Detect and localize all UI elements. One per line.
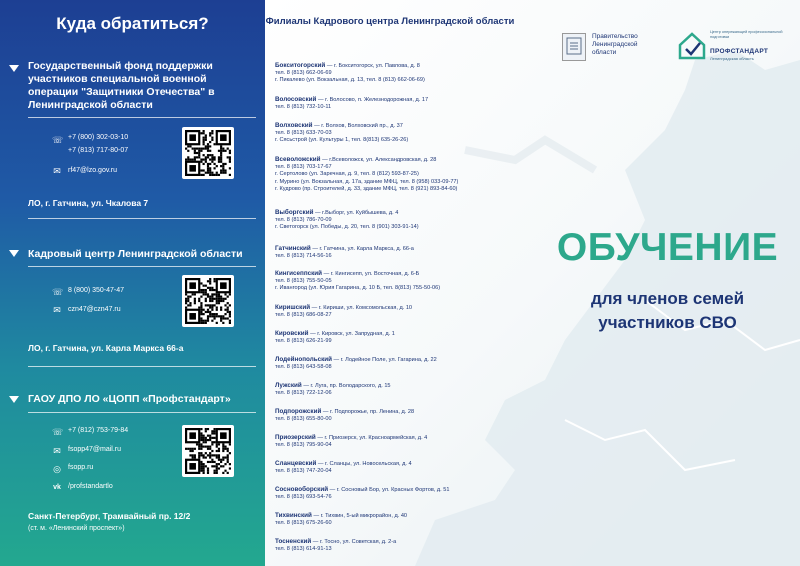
branch-line: тел. 8 (813) 693-54-76 xyxy=(275,494,332,501)
branch-first-line xyxy=(275,270,515,278)
profstandart-logo-icon xyxy=(677,31,707,61)
mail-icon: ✉ xyxy=(53,446,61,456)
branch-first-line xyxy=(275,122,515,130)
branch-address: — г. Тихвин, 5-ый микрорайон, д. 40 xyxy=(313,513,408,519)
branch-name: Кировский xyxy=(275,330,309,337)
subheadline: для членов семей участников СВО xyxy=(590,289,745,332)
branch-address: — г. Волхов, Волховский пр., д. 37 xyxy=(314,123,403,129)
branch-name: Тосненский xyxy=(275,538,312,545)
branch-line: г. Кудрово (пр. Строителей, д. 33, здание МФЦ, тел. 8 (921) 893-84-60) xyxy=(275,185,458,192)
mail-icon: ✉ xyxy=(53,166,61,176)
kadr-phone[interactable]: 8 (800) 350-47-47 xyxy=(68,287,125,294)
branch-name: Подпорожский xyxy=(275,408,322,415)
branch-name: Волховский xyxy=(275,122,313,129)
divider xyxy=(28,366,256,367)
branch-name: Кингисеппский xyxy=(275,270,323,277)
branch-address: — г. Кириши, ул. Комсомольская, д. 10 xyxy=(311,305,413,311)
section-title-fund: Государственный фонд поддержки участников специальной военной операции "Защитники Отечества" в Ленинградской области xyxy=(28,60,215,111)
branch-item xyxy=(275,156,515,193)
phone-icon: ☏ xyxy=(52,135,64,145)
branch-first-line xyxy=(275,356,515,364)
phone-icon: ☏ xyxy=(52,427,64,437)
mail-icon: ✉ xyxy=(53,305,61,315)
branch-name: Киришский xyxy=(275,304,311,311)
branch-name: Тихвинский xyxy=(275,512,312,519)
branch-item xyxy=(275,62,515,85)
triangle-bullet-icon xyxy=(9,65,19,72)
branch-name: Гатчинский xyxy=(275,245,311,252)
ps-logo-caption: Центр опережающей профессиональной подготовки xyxy=(710,30,783,39)
branch-item xyxy=(275,209,515,232)
left-title: Куда обратиться? xyxy=(56,14,209,33)
branch-address: — г. Луга, пр. Володарского, д. 15 xyxy=(303,383,391,389)
branch-name: Лодейнопольский xyxy=(275,356,332,363)
branch-name: Приозерский xyxy=(275,434,316,441)
branch-line: тел. 8 (813) 732-10-11 xyxy=(275,104,332,111)
branch-line: г. Сертолово (ул. Заречная, д. 9, тел. 8 (812) 593-87-25) xyxy=(275,171,419,178)
branch-address: — г. Сланцы, ул. Новосельская, д. 4 xyxy=(317,461,412,467)
triangle-bullet-icon xyxy=(9,396,19,403)
branch-item xyxy=(275,304,515,319)
branches-title: Филиалы Кадрового центра Ленинградской области xyxy=(265,16,515,27)
branch-address: — г. Волосово, п. Железнодорожная, д. 17 xyxy=(317,97,429,103)
qr-code[interactable] xyxy=(182,425,234,477)
fund-address: ЛО, г. Гатчина, ул. Чкалова 7 xyxy=(28,198,149,208)
kadr-address: ЛО, г. Гатчина, ул. Карла Маркса 66-а xyxy=(28,343,184,353)
branch-address: — г. Лодейное Поле, ул. Гагарина, д. 22 xyxy=(333,357,437,363)
branch-first-line xyxy=(275,408,515,416)
divider xyxy=(28,218,256,219)
branch-name: Бокситогорский xyxy=(275,62,326,69)
branch-first-line xyxy=(275,209,515,217)
branch-line: тел. 8 (813) 614-91-13 xyxy=(275,546,332,553)
branch-name: Всеволожский xyxy=(275,156,321,163)
branch-name: Волосовский xyxy=(275,96,317,103)
fund-email[interactable]: rf47@lzo.gov.ru xyxy=(68,167,117,174)
qr-code[interactable] xyxy=(182,275,234,327)
section-title-kadr: Кадровый центр Ленинградской области xyxy=(28,248,243,260)
branch-line: тел. 8 (813) 747-20-04 xyxy=(275,468,332,475)
branch-first-line xyxy=(275,382,515,390)
branch-first-line xyxy=(275,538,515,546)
branch-first-line xyxy=(275,330,515,338)
fund-phone-2[interactable]: +7 (813) 717-80-07 xyxy=(68,147,129,154)
ps-vk[interactable]: /profstandartlo xyxy=(68,483,113,490)
branch-name: Лужский xyxy=(275,382,302,389)
branch-first-line xyxy=(275,156,515,164)
ps-logo-name: ПРОФСТАНДАРТ xyxy=(710,48,769,55)
qr-code[interactable] xyxy=(182,127,234,179)
globe-icon: ◎ xyxy=(53,464,61,474)
branch-item xyxy=(275,270,515,293)
branch-item xyxy=(275,356,515,371)
branch-line: г. Сясьстрой (ул. Культуры 1, тел. 8(813) 635-26-26) xyxy=(275,137,409,144)
branch-address: — г. Сосновый Бор, ул. Красных Фортов, д. 51 xyxy=(329,487,450,493)
gov-logo-text: Правительство Ленинградской области xyxy=(592,33,638,56)
triangle-bullet-icon xyxy=(9,250,19,257)
branch-name: Выборгский xyxy=(275,209,314,216)
branch-item xyxy=(275,330,515,345)
branch-address: — г. Приозерск, ул. Красноармейская, д. 4 xyxy=(317,435,428,441)
branch-line: г. Мурино (ул. Вокзальная, д. 17а, здание МФЦ, тел. 8 (958) 033-09-77) xyxy=(275,178,459,185)
branch-line: тел. 8 (813) 675-26-60 xyxy=(275,520,332,527)
branch-address: — г. Кингисепп, ул. Восточная, д. 6-Б xyxy=(323,271,420,277)
branch-item xyxy=(275,486,515,501)
branch-first-line xyxy=(275,434,515,442)
branch-line: тел. 8 (813) 633-70-03 xyxy=(275,130,332,137)
branch-line: тел. 8 (813) 643-58-08 xyxy=(275,364,332,371)
ps-logo-sub: Ленинградская область xyxy=(710,56,754,61)
branch-item xyxy=(275,408,515,423)
branch-address: — г. Подпорожье, пр. Ленина, д. 28 xyxy=(322,409,415,415)
branch-item xyxy=(275,122,515,145)
branch-item xyxy=(275,382,515,397)
fund-phone-1[interactable]: +7 (800) 302-03-10 xyxy=(68,134,129,141)
branch-first-line xyxy=(275,62,515,70)
kadr-email[interactable]: czn47@czn47.ru xyxy=(68,306,121,313)
divider xyxy=(28,266,256,267)
branch-first-line xyxy=(275,512,515,520)
branch-address: — г. Тосно, ул. Советская, д. 2-а xyxy=(312,539,397,545)
branch-name: Сосновоборский xyxy=(275,486,329,493)
branch-address: — г.Выборг, ул. Куйбышева, д. 4 xyxy=(315,210,399,216)
divider xyxy=(28,412,256,413)
branch-first-line xyxy=(275,304,515,312)
branch-item xyxy=(275,245,515,260)
ps-site[interactable]: fsopp.ru xyxy=(68,464,94,471)
branch-address: — г.Всеволожск, ул. Александровская, д. 28 xyxy=(322,157,437,163)
vk-icon: vk xyxy=(53,484,61,491)
branch-first-line xyxy=(275,245,515,253)
phone-icon: ☏ xyxy=(52,287,64,297)
branch-line: тел. 8 (813) 626-21-99 xyxy=(275,338,332,345)
branch-line: тел. 8 (813) 662-06-69 xyxy=(275,70,332,77)
branch-name: Сланцевский xyxy=(275,460,317,467)
branch-line: тел. 8 (813) 786-70-09 xyxy=(275,217,332,224)
branch-address: — г. Кировск, ул. Запрудная, д. 1 xyxy=(310,331,395,337)
branch-line: тел. 8 (813) 655-80-00 xyxy=(275,416,332,423)
branch-line: тел. 8 (813) 703-17-67 xyxy=(275,164,332,171)
branch-item xyxy=(275,434,515,449)
ps-address-note: (ст. м. «Ленинский проспект») xyxy=(28,525,125,532)
branch-address: — г. Бокситогорск, ул. Павлова, д. 8 xyxy=(326,63,420,69)
ps-address: Санкт-Петербург, Трамвайный пр. 12/2 xyxy=(28,511,191,521)
branch-line: г. Светогорск (ул. Победы, д. 20, тел. 8 (901) 303-91-14) xyxy=(275,224,419,231)
branch-line: тел. 8 (813) 722-12-06 xyxy=(275,390,332,397)
left-panel xyxy=(0,0,265,566)
branch-first-line xyxy=(275,460,515,468)
branch-line: тел. 8 (813) 755-50-05 xyxy=(275,278,332,285)
ps-phone[interactable]: +7 (812) 753-79-84 xyxy=(68,427,129,434)
headline: ОБУЧЕНИЕ xyxy=(556,226,779,269)
branch-item xyxy=(275,538,515,553)
section-title-ps: ГАОУ ДПО ЛО «ЦОПП «Профстандарт» xyxy=(28,393,231,405)
branch-item xyxy=(275,512,515,527)
ps-email[interactable]: fsopp47@mail.ru xyxy=(68,446,122,453)
branch-line: тел. 8 (813) 795-90-04 xyxy=(275,442,332,449)
divider xyxy=(28,117,256,118)
branch-line: г. Пикалево (ул. Вокзальная, д. 13, тел. 8 (813) 662-06-69) xyxy=(275,77,425,84)
branch-first-line xyxy=(275,486,515,494)
government-emblem-icon xyxy=(562,33,586,61)
branch-address: — г. Гатчина, ул. Карла Маркса, д. 66-а xyxy=(312,246,414,252)
branch-item xyxy=(275,96,515,111)
branch-line: тел. 8 (813) 686-08-27 xyxy=(275,312,332,319)
branch-item xyxy=(275,460,515,475)
branch-first-line xyxy=(275,96,515,104)
branch-line: г. Ивангород (ул. Юрия Гагарина, д. 10 Б, тел. 8(813) 755-50-06) xyxy=(275,285,441,292)
branch-line: тел. 8 (813) 714-56-16 xyxy=(275,253,332,260)
